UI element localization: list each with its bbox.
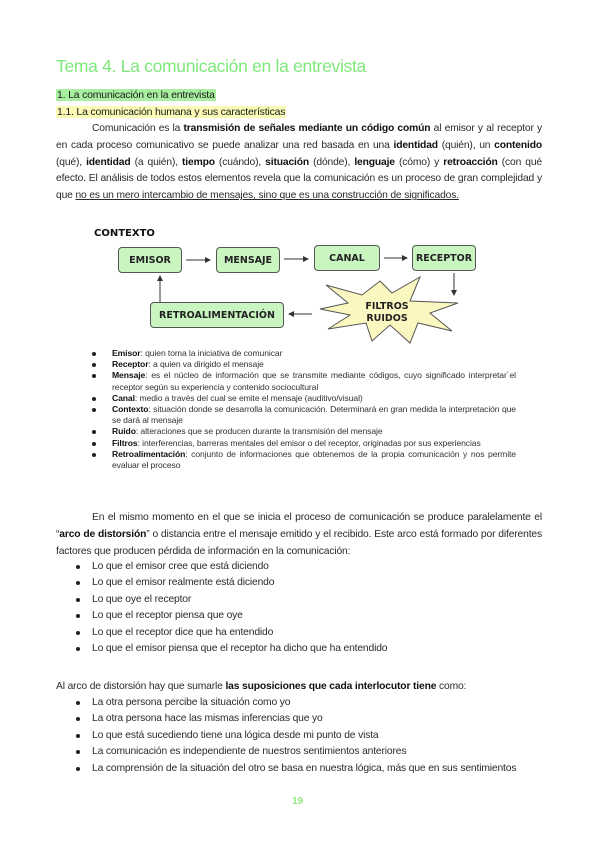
page-title: Tema 4. La comunicación en la entrevista (56, 56, 366, 76)
suposiciones-paragraph: Al arco de distorsión hay que sumarle las suposiciones que cada interlocutor tiene como: (56, 681, 467, 692)
list-item: Lo que el receptor piensa que oye (76, 608, 387, 624)
list-item: La comunicación es independiente de nuestros sentimientos anteriores (76, 744, 516, 760)
definition-item: Canal: medio a través del cual se emite el mensaje (auditivo/visual) (92, 393, 516, 404)
mensaje-box (216, 247, 280, 273)
diagram-arrows (80, 225, 500, 345)
subsection-heading: 1.1. La comunicación humana y sus características (57, 106, 286, 118)
list-item: La otra persona percibe la situación como yo (76, 695, 516, 711)
list-item: Lo que el emisor piensa que el receptor ha dicho que ha entendido (76, 641, 387, 657)
emisor-label: EMISOR (129, 254, 171, 266)
section-heading: 1. La comunicación en la entrevista (57, 89, 215, 101)
arco-list (76, 559, 387, 657)
list-item: Lo que el emisor cree que está diciendo (76, 559, 387, 575)
list-item: Lo que el emisor realmente está diciendo (76, 575, 387, 591)
suposiciones-list (76, 695, 516, 777)
definition-item: Filtros: interferencias, barreras mentales del emisor o del receptor, originadas por sus experiencias (92, 438, 516, 449)
receptor-label: RECEPTOR (415, 252, 473, 264)
receptor-box (412, 245, 476, 271)
underlined-conclusion: no es un mero intercambio de mensajes, sino que es una construcción de significados. (75, 190, 459, 202)
definition-item: Mensaje: es el núcleo de información que se transmite mediante códigos, cuyo significado interpretar´el receptor según su experiencia y contenido sociocultural (92, 370, 516, 392)
intro-paragraph: Comunicación es la transmisión de señales mediante un código común al emisor y al receptor y en cada proceso comunicativo se puede analizar una red basada en una identidad (quién), un contenido (qué), identidad (a quién), tiempo (cuándo), situación (dónde), lenguaje (cómo) y retroacción (con qué efecto. El análisis de todos estos elementos revela que la comunicación es un proceso de gran complejidad y que no es un mero intercambio de mensajes, sino que es una construcción de significados. (56, 123, 543, 202)
ruidos-label: RUIDOS (366, 313, 408, 324)
filtros-label: FILTROS (365, 301, 409, 312)
context-label: CONTEXTO (94, 228, 155, 239)
definition-item: Ruido: alteraciones que se producen durante la transmisión del mensaje (92, 426, 516, 437)
communication-diagram (80, 225, 500, 345)
definitions-list (92, 348, 516, 471)
page-number: 19 (292, 796, 304, 807)
canal-box (314, 245, 380, 271)
retroalimentacion-label: RETROALIMENTACIÓN (159, 309, 275, 321)
list-item: Lo que está sucediendo tiene una lógica desde mi punto de vista (76, 728, 516, 744)
definition-item: Retroalimentación: conjunto de informaciones que obtenemos de la propia comunicación y nos permite evaluar el proceso (92, 449, 516, 471)
definition-item: Emisor: quien toma la iniciativa de comunicar (92, 348, 516, 359)
arco-paragraph: En el mismo momento en el que se inicia el proceso de comunicación se produce paralelamente el “arco de distorsión” o distancia entre el mensaje emitido y el recibido. Este arco está formado por diferentes factores que producen pérdida de información en la comunicación: (56, 512, 542, 557)
emisor-box (118, 247, 182, 273)
retroalimentacion-box (150, 302, 284, 328)
mensaje-label: MENSAJE (223, 254, 273, 266)
list-item: La comprensión de la situación del otro se basa en nuestra lógica, más que en sus sentimientos (76, 761, 516, 777)
list-item: Lo que el receptor dice que ha entendido (76, 625, 387, 641)
list-item: Lo que oye el receptor (76, 592, 387, 608)
definition-item: Contexto: situación donde se desarrolla la comunicación. Determinará en gran medida la interpretación que se dará al mensaje (92, 404, 516, 426)
canal-label: CANAL (329, 252, 365, 264)
definition-item: Receptor: a quien va dirigido el mensaje (92, 359, 516, 370)
filtros-ruidos-label (362, 301, 412, 325)
list-item: La otra persona hace las mismas inferencias que yo (76, 711, 516, 727)
